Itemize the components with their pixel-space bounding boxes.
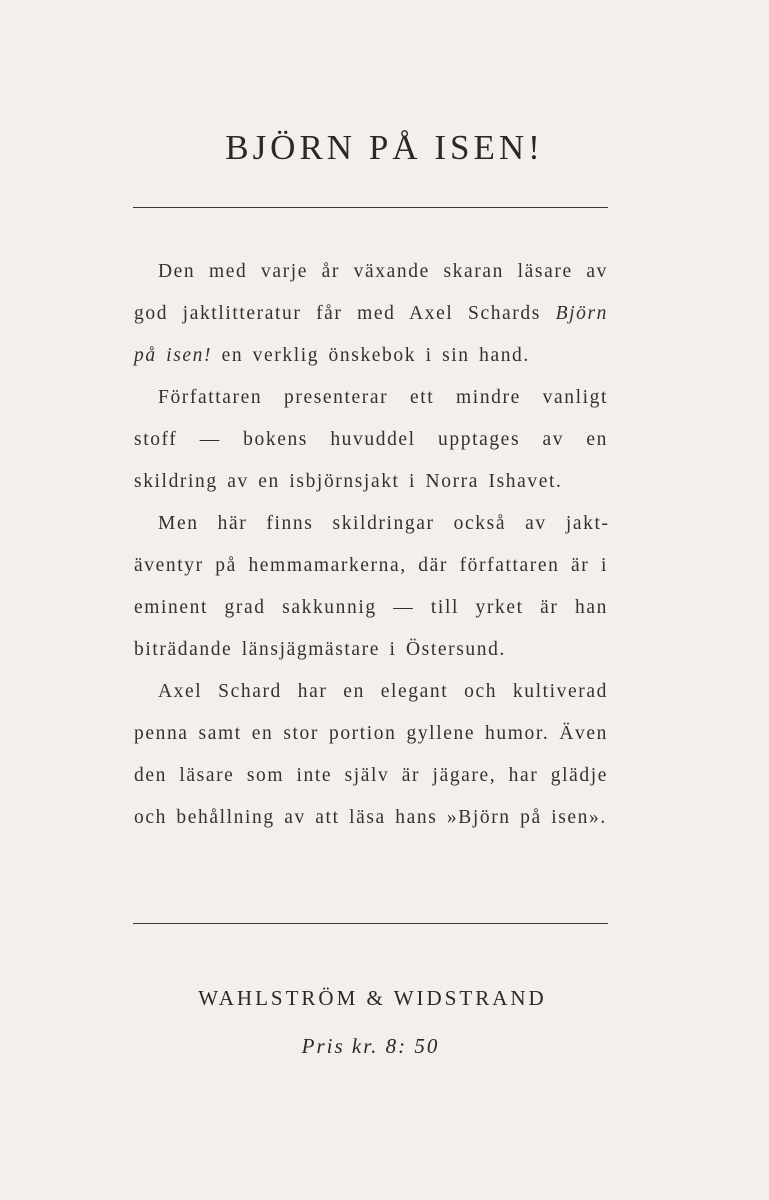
paragraph-3: Men här finns skildringar också av jaktäventyr på hemmamarkerna, där författaren är i eminent grad sakkunnig — till yrket är han biträdande länsjägmästare i Östersund. <box>134 513 608 660</box>
paragraph-1-text-start: Den med varje år växande skaran läsare av god jaktlitteratur får med Axel Schards <box>134 261 608 324</box>
book-title-italic: Björn på isen! <box>134 303 608 366</box>
publisher-name: WAHLSTRÖM & WIDSTRAND <box>198 986 547 1010</box>
price-label: Pris kr. 8: 50 <box>301 1034 440 1058</box>
paragraph-4: Axel Schard har en elegant och kultiverad penna samt en stor portion gyllene humor. Även den läsare som inte själv är jägare, har glädje och behållning av att läsa hans »Björn på isen». <box>134 681 608 828</box>
description-body <box>134 251 608 839</box>
paragraph-1-text-end: en verklig önskebok i sin hand. <box>212 345 530 366</box>
paragraph-2: Författaren presenterar ett mindre vanligt stoff — bokens huvuddel upptages av en skildring av en isbjörnsjakt i Norra Ishavet. <box>134 387 608 492</box>
top-divider <box>133 207 608 208</box>
page-title: BJÖRN PÅ ISEN! <box>225 128 544 167</box>
paragraph-1 <box>134 251 608 377</box>
bottom-divider <box>133 923 608 924</box>
